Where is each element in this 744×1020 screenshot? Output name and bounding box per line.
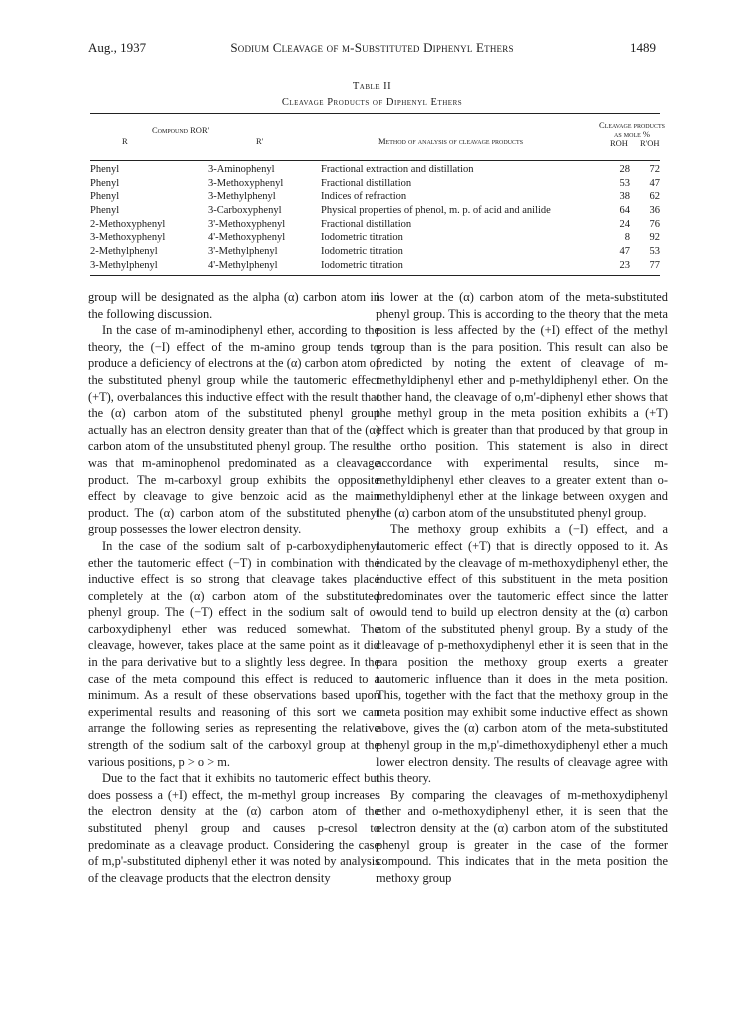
cell-r-prime: 3'-Methoxyphenyl	[208, 218, 286, 230]
header-r: R	[122, 136, 128, 146]
cell-r-prime-oh: 53	[649, 246, 660, 258]
cell-r: 2-Methoxyphenyl	[90, 218, 166, 230]
cell-r-prime: 4'-Methoxyphenyl	[208, 232, 286, 244]
cell-r-prime-oh: 77	[649, 259, 660, 271]
cell-method: Indices of refraction	[321, 191, 407, 203]
table-row	[90, 204, 660, 218]
cell-r-prime-oh: 76	[649, 218, 660, 230]
header-products-line2: as mole %	[614, 129, 650, 139]
cell-r-prime: 4'-Methylphenyl	[208, 259, 278, 271]
cell-roh: 38	[619, 191, 630, 203]
cell-r-prime-oh: 92	[649, 232, 660, 244]
cell-r-prime-oh: 36	[649, 205, 660, 217]
cell-r: 3-Methoxyphenyl	[90, 232, 166, 244]
cell-method: Fractional distillation	[321, 177, 412, 189]
left-text-column	[88, 289, 380, 886]
cell-method: Fractional distillation	[321, 218, 412, 230]
table-row	[90, 259, 660, 273]
paragraph: is lower at the (α) carbon atom of the meta-substituted phenyl group. This is according to the theory that the meta position is less affected by the (+I) effect of the methyl group than is the para position. This result can also be predicted by noting the extent of cleavage of m-methyldiphenyl ether and p-methyldiphenyl ether. On the other hand, the cleavage of o,m'-diphenyl ether shows that the methyl group in the meta position exhibits a (+T) effect which is greater than that produced by that group in the ortho position. This statement is also in direct accordance with experimental results, since m-methyldiphenyl ether cleaves to a greater extent than o-methyldiphenyl ether at the linkage between oxygen and the (α) carbon atom of the unsubstituted phenyl group.	[376, 290, 668, 520]
cell-roh: 23	[619, 259, 630, 271]
cell-r: Phenyl	[90, 177, 120, 189]
header-method: Method of analysis of cleavage products	[378, 136, 524, 146]
cell-method: Physical properties of phenol, m. p. of acid and anilide	[321, 205, 551, 217]
cell-r-prime: 3'-Methylphenyl	[208, 246, 278, 258]
cell-method: Iodometric titration	[321, 232, 403, 244]
paragraph: By comparing the cleavages of m-methoxydiphenyl ether and o-methoxydiphenyl ether, it is seen that the electron density at the (α) carbon atom of the substituted phenyl group is greater in the case of the former compound. This indicates that in the meta position the methoxy group	[376, 787, 668, 885]
cell-roh: 47	[619, 246, 630, 258]
cell-roh: 53	[619, 177, 630, 189]
paragraph: The methoxy group exhibits a (−I) effect, and a tautomeric effect (+T) that is directly opposed to it. As indicated by the cleavage of m-methoxydiphenyl ether, the inductive effect of this substituent in the meta position predominates over the tautomeric effect since the latter would tend to build up electron density at the (α) carbon atom of the substituted phenyl group. By a study of the cleavage of p-methoxydiphenyl ether it is seen that in the para position the methoxy group exerts a greater tautomeric influence than it does in the meta position. This, together with the fact that the methoxy group in the meta position may exhibit some inductive effect as shown above, gives the (α) carbon atom of the meta-substituted phenyl group in the m,p'-dimethoxydiphenyl ether a much lower electron density. The results of cleavage agree with this theory.	[376, 522, 668, 786]
cell-method: Iodometric titration	[321, 259, 403, 271]
right-text-column	[376, 289, 668, 886]
cell-roh: 64	[619, 205, 630, 217]
header-roh: ROH	[610, 138, 628, 148]
cell-r: Phenyl	[90, 191, 120, 203]
table-row	[90, 177, 660, 191]
header-products-line1: Cleavage products	[599, 120, 665, 130]
cell-r: Phenyl	[90, 205, 120, 217]
table-bottom-rule	[90, 275, 660, 276]
paragraph: group will be designated as the alpha (α) carbon atom in the following discussion.	[88, 290, 380, 321]
paragraph: In the case of m-aminodiphenyl ether, according to the theory, the (−I) effect of the m-amino group tends to produce a deficiency of electrons at the (α) carbon atom of the substituted phenyl group while the tautomeric effect (+T), overbalances this inductive effect with the result that the (α) carbon atom of the substituted phenyl group actually has an electron density greater than that of the (α) carbon atom of the unsubstituted phenyl group. The result was that m-aminophenol predominated as a cleavage product. The m-carboxyl group exhibits the opposite effect by cleavage to give benzoic acid as the main product. The (α) carbon atom of the substituted phenyl group possesses the lower electron density.	[88, 323, 380, 537]
running-title: Sodium Cleavage of m-Substituted Diphenyl Ethers	[230, 40, 514, 55]
running-head	[88, 40, 656, 58]
cell-r: 3-Methylphenyl	[90, 259, 158, 271]
table-caption: Cleavage Products of Diphenyl Ethers	[281, 97, 463, 108]
table-row	[90, 190, 660, 204]
table-body	[90, 161, 660, 275]
cell-r: 2-Methylphenyl	[90, 246, 158, 258]
cell-r-prime: 3-Aminophenyl	[208, 164, 275, 175]
cell-r-prime: 3-Methoxyphenyl	[208, 177, 284, 189]
cell-r-prime-oh: 72	[649, 164, 660, 175]
cell-r: Phenyl	[90, 164, 120, 175]
cell-r-prime: 3-Carboxyphenyl	[208, 205, 282, 217]
cell-roh: 28	[619, 164, 630, 175]
header-compound: Compound ROR'	[152, 125, 210, 135]
cleavage-products-table	[90, 113, 665, 276]
cell-r-prime-oh: 62	[649, 191, 660, 203]
cell-r-prime: 3-Methylphenyl	[208, 191, 276, 203]
cell-method: Iodometric titration	[321, 246, 403, 258]
cell-roh: 8	[624, 232, 630, 244]
paragraph: Due to the fact that it exhibits no tautomeric effect but does possess a (+I) effect, the m-methyl group increases the electron density at the (α) carbon atom of the substituted phenyl group and causes p-cresol to predominate as a cleavage product. Considering the case of m,p'-substituted diphenyl ether it was noted by analysis of the cleavage products that the electron density	[88, 771, 380, 885]
paragraph: In the case of the sodium salt of p-carboxydiphenyl ether the tautomeric effect (−T) in combination with the inductive effect is so strong that cleavage takes place completely at the (α) carbon atom of the substituted phenyl group. The (−T) effect in the sodium salt of o-carboxydiphenyl ether was reduced somewhat. The cleavage, however, takes place at the same point as it did in the para derivative but to a slightly less degree. In the case of the meta compound this effect is reduced to a minimum. As a result of these observations based upon experimental results and reasoning of this sort we can arrange the following series as representing the relative strength of the sodium salt of the carboxyl group at the various positions, p > o > m.	[88, 538, 380, 769]
table-row	[90, 231, 660, 245]
table-row	[90, 245, 660, 259]
issue-date: Aug., 1937	[88, 40, 147, 55]
table-label: Table II	[352, 81, 392, 92]
table-row	[90, 218, 660, 232]
cell-method: Fractional extraction and distillation	[321, 164, 474, 175]
header-r-prime-oh: R'OH	[640, 138, 660, 148]
cell-roh: 24	[619, 218, 630, 230]
header-r-prime: R'	[256, 136, 264, 146]
table-header	[90, 114, 665, 160]
table-row	[90, 163, 660, 177]
page-number: 1489	[630, 40, 656, 55]
cell-r-prime-oh: 47	[649, 177, 660, 189]
